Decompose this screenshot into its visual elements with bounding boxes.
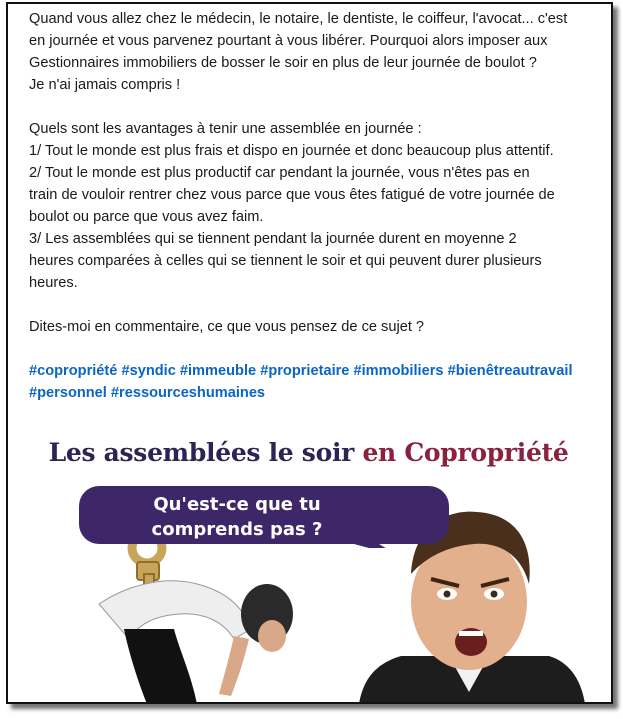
headline-part-1: Les assemblées le soir	[48, 438, 355, 467]
image-headline	[29, 438, 588, 467]
post-line: Quels sont les avantages à tenir une assemblée en journée :	[29, 121, 422, 137]
post-line: 3/ Les assemblées qui se tiennent pendant la journée durent en moyenne 2	[29, 231, 517, 247]
post-line: boulot ou parce que vous avez faim.	[29, 209, 264, 225]
hashtag-link[interactable]: #ressourceshumaines	[110, 385, 266, 401]
spacer	[29, 96, 589, 118]
hashtag-link[interactable]: #bienêtreautravail	[447, 363, 573, 379]
post-line: Gestionnaires immobiliers de bosser le soir en plus de leur journée de boulot ?	[29, 55, 537, 71]
post-line: heures comparées à celles qui se tiennent le soir et qui peuvent durer plusieurs	[29, 253, 542, 269]
hashtag-link[interactable]: #immobiliers	[353, 363, 444, 379]
hashtags-line-2	[29, 382, 589, 404]
post-screenshot-frame	[6, 2, 613, 704]
hashtags-line-1	[29, 360, 589, 382]
post-line: Je n'ai jamais compris !	[29, 77, 181, 93]
hashtag-link[interactable]: #copropriété	[29, 363, 118, 379]
bubble-line-2: comprends pas ?	[151, 519, 323, 540]
headline-part-2: en Copropriété	[362, 438, 569, 467]
bubble-line-1: Qu'est-ce que tu	[153, 494, 321, 515]
post-line: 2/ Tout le monde est plus productif car pendant la journée, vous n'êtes pas en	[29, 165, 530, 181]
spacer	[29, 294, 589, 316]
hashtag-link[interactable]: #proprietaire	[260, 363, 350, 379]
post-line: heures.	[29, 275, 78, 291]
spacer	[29, 338, 589, 360]
hashtag-link[interactable]: #syndic	[121, 363, 176, 379]
post-question: Dites-moi en commentaire, ce que vous pensez de ce sujet ?	[29, 319, 425, 335]
speech-bubble-text	[117, 492, 357, 542]
post-text	[29, 8, 589, 404]
post-line: 1/ Tout le monde est plus frais et dispo en journée et donc beaucoup plus attentif.	[29, 143, 554, 159]
post-image[interactable]	[29, 424, 588, 704]
post-line: Quand vous allez chez le médecin, le notaire, le dentiste, le coiffeur, l'avocat... c'est	[29, 11, 568, 27]
hashtag-link[interactable]: #immeuble	[179, 363, 257, 379]
hashtag-link[interactable]: #personnel	[29, 385, 107, 401]
post-line: en journée et vous parvenez pourtant à vous libérer. Pourquoi alors imposer aux	[29, 33, 548, 49]
post-line: train de vouloir rentrer chez vous parce que vous êtes fatigué de votre journée de	[29, 187, 555, 203]
